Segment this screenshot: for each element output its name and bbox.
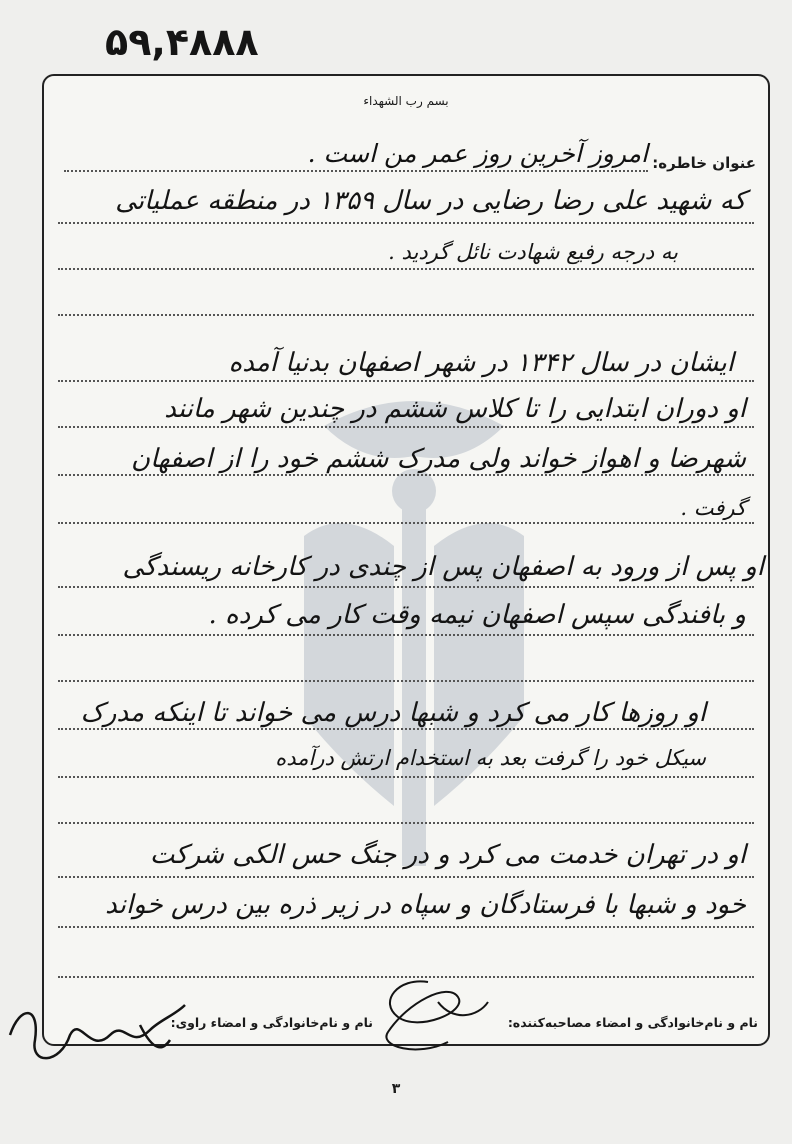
ruled-line	[58, 380, 754, 382]
handwritten-line: ایشان در سال ۱۳۴۲ در شهر اصفهان بدنیا آمده	[228, 348, 734, 378]
memoir-form-sheet	[42, 74, 770, 1046]
handwritten-line: خود و شبها با فرستادگان و سپاه در زیر ذره بین درس خواند	[105, 890, 746, 920]
ruled-line	[58, 314, 754, 316]
ruled-line	[58, 634, 754, 636]
ruled-line	[58, 776, 754, 778]
reference-number: ۵۹,۴۸۸۸	[105, 20, 259, 64]
handwritten-line: او در تهران خدمت می کرد و در جنگ حس الکی شرکت	[149, 840, 746, 870]
handwritten-line: او روزها کار می کرد و شبها درس می خواند تا اینکه مدرک	[80, 698, 706, 728]
ruled-line	[58, 522, 754, 524]
ruled-line	[58, 876, 754, 878]
interviewer-signature-label: نام و نام‌خانوادگی و امضاء مصاحبه‌کننده:	[507, 1015, 758, 1030]
ruled-line	[58, 222, 754, 224]
header-invocation: بسم رب الشهداء	[363, 94, 449, 108]
ruled-line	[58, 728, 754, 730]
ruled-line	[58, 426, 754, 428]
title-label: عنوان خاطره:	[652, 154, 756, 172]
handwritten-line: که شهید علی رضا رضایی در سال ۱۳۵۹ در منطقه عملیاتی	[115, 186, 746, 216]
ruled-line	[58, 822, 754, 824]
ruled-line	[58, 680, 754, 682]
handwritten-line: او دوران ابتدایی را تا کلاس ششم در چندین شهر مانند	[164, 394, 746, 424]
handwritten-line: و بافندگی سپس اصفهان نیمه وقت کار می کرده .	[208, 600, 746, 630]
narrator-signature-scribble	[0, 995, 190, 1075]
handwritten-line: به درجه رفیع شهادت نائل گردید .	[388, 240, 678, 264]
title-row	[64, 140, 756, 172]
narrator-signature-label: نام و نام‌خانوادگی و امضاء راوی:	[170, 1015, 373, 1030]
handwritten-line: شهرضا و اهواز خواند ولی مدرک ششم خود را از اصفهان	[131, 444, 746, 474]
handwritten-line: او پس از ورود به اصفهان پس از چندی در کارخانه ریسندگی	[122, 552, 764, 582]
title-handwritten-value: امروز آخرین روز عمر من است .	[307, 139, 648, 168]
handwritten-line: سیکل خود را گرفت بعد به استخدام ارتش درآمده	[275, 746, 706, 770]
title-dotted-line	[64, 170, 648, 172]
ruled-line	[58, 474, 754, 476]
ruled-line	[58, 268, 754, 270]
ruled-line	[58, 586, 754, 588]
ruled-line	[58, 926, 754, 928]
page-number: ۳	[391, 1081, 401, 1097]
handwritten-line: گرفت .	[680, 496, 746, 520]
interviewer-signature-scribble	[358, 972, 498, 1062]
